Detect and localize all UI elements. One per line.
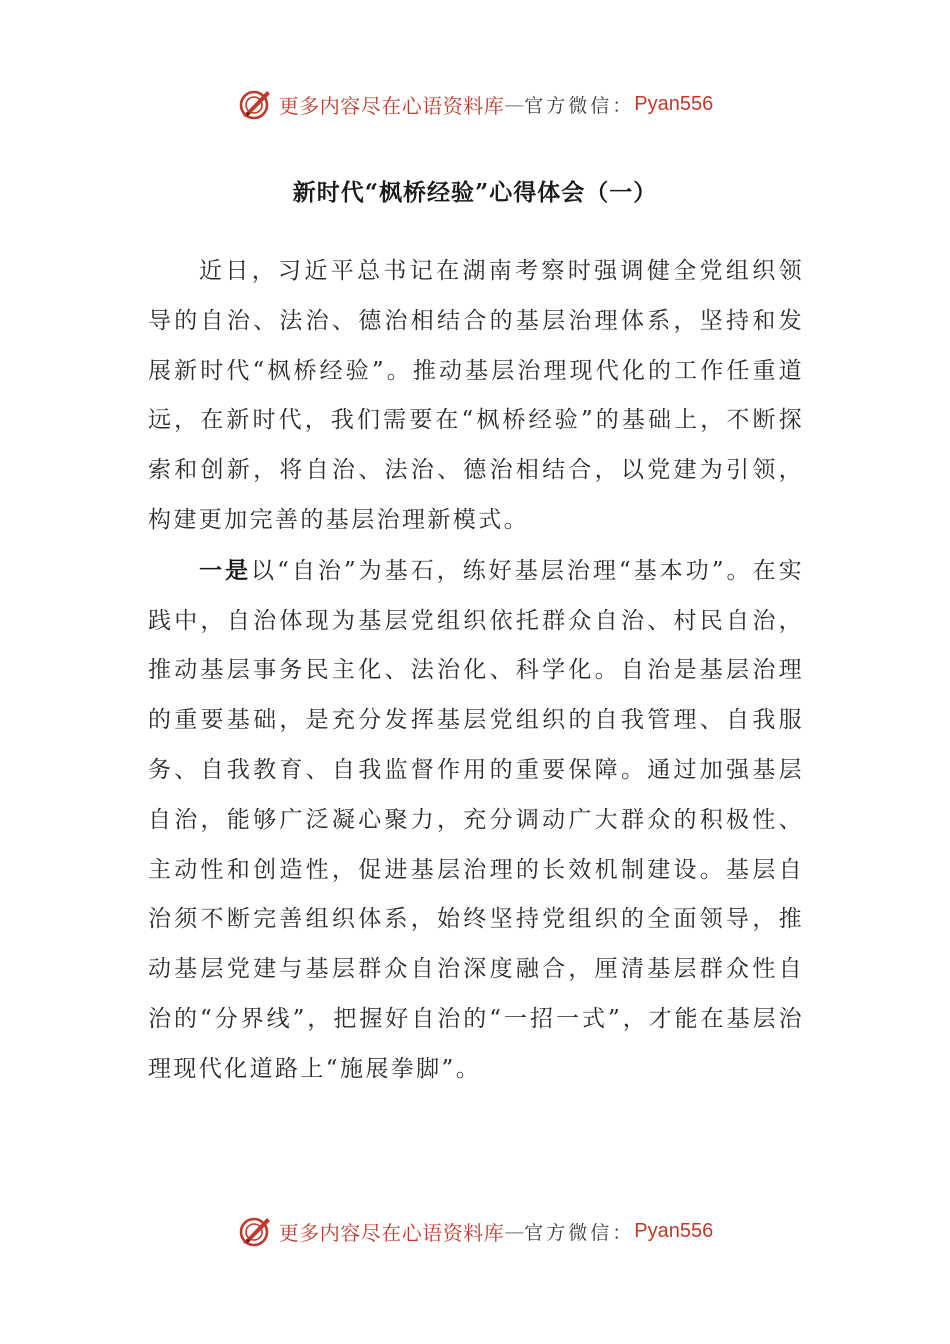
quill-seal-icon <box>237 1213 273 1249</box>
paragraph-text: 以“自治”为基石，练好基层治理“基本功”。在实践中，自治体现为基层党组织依托群众自治、村民自治，推动基层事务民主化、法治化、科学化。自治是基层治理的重要基础，是充分发挥基层党组织的自我管理、自我服务、自我教育、自我监督作用的重要保障。通过加强基层自治，能够广泛凝心聚力，充分调动广大群众的积极性、主动性和创造性，促进基层治理的长效机制建设。基层自治须不断完善组织体系，始终坚持党组织的全面领导，推动基层党建与基层群众自治深度融合，厘清基层群众性自治的“分界线”，把握好自治的“一招一式”，才能在基层治理现代化道路上“施展拳脚”。 <box>148 557 804 1082</box>
watermark-separator: — <box>504 1219 525 1243</box>
watermark-wechat-id: Pyan556 <box>634 1219 714 1242</box>
paragraph-intro <box>148 246 804 546</box>
watermark-label: 官方微信： <box>524 1221 635 1244</box>
watermark-separator: — <box>504 92 525 116</box>
paragraph-text: 近日，习近平总书记在湖南考察时强调健全党组织领导的自治、法治、德治相结合的基层治理体系，坚持和发展新时代“枫桥经验”。推动基层治理现代化的工作任重道远，在新时代，我们需要在“枫桥经验”的基础上，不断探索和创新，将自治、法治、德治相结合，以党建为引领，构建更加完善的基层治理新模式。 <box>148 258 804 533</box>
header-watermark <box>0 84 950 124</box>
quill-seal-icon <box>237 86 273 122</box>
paragraph-lead: 一是 <box>199 556 252 584</box>
paragraph-point-one <box>148 546 804 1095</box>
watermark-wechat-id: Pyan556 <box>634 92 714 115</box>
watermark-slogan: 更多内容尽在心语资料库 <box>278 93 505 118</box>
watermark-label: 官方微信： <box>524 94 635 117</box>
watermark-slogan: 更多内容尽在心语资料库 <box>278 1220 505 1245</box>
footer-watermark <box>0 1211 950 1251</box>
document-body <box>148 246 804 1095</box>
document-title: 新时代“枫桥经验”心得体会（一） <box>292 179 658 206</box>
